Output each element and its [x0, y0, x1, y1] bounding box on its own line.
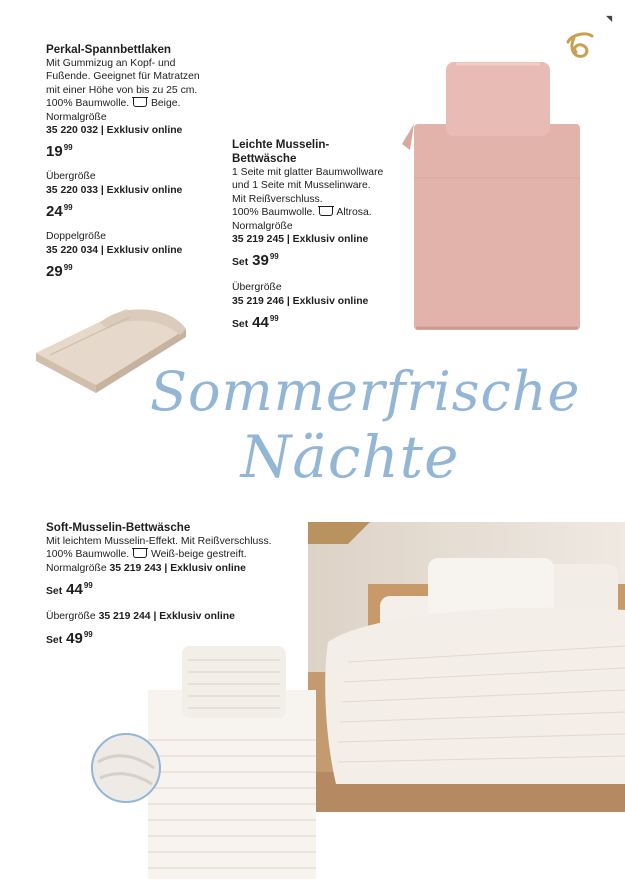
price-cents: 99: [63, 263, 73, 273]
price-cents: 99: [63, 203, 73, 213]
musselin-leicht-desc-3: Mit Reißverschluss.: [232, 193, 323, 205]
price-cents: 99: [269, 252, 279, 262]
musselin-leicht-color: Altrosa.: [336, 207, 372, 219]
variant-price: [46, 139, 246, 161]
soft-musselin-material-line: [46, 548, 316, 561]
set-label: Set: [232, 319, 249, 331]
striped-bedding-image: [134, 640, 334, 884]
variant-sku: 35 219 246 | Exklusiv online: [232, 295, 369, 307]
variant-sku: 35 219 245 | Exklusiv online: [232, 234, 369, 246]
spannbettlaken-color: Beige.: [150, 98, 181, 110]
price-cents: 99: [83, 629, 93, 639]
headline-line-2: Nächte: [240, 423, 460, 491]
washing-icon: [133, 549, 147, 558]
musselin-leicht-title-1: Leichte Musselin-: [232, 138, 330, 151]
spannbettlaken-desc-2: Fußende. Geeignet für Matratzen: [46, 71, 200, 83]
musselin-leicht-title-2: Bettwäsche: [232, 152, 297, 165]
price-main: 19: [46, 143, 63, 161]
price-main: 39: [252, 252, 269, 270]
variant-line: [46, 610, 316, 623]
price-main: 49: [66, 629, 83, 647]
variant-price: [46, 257, 249, 281]
soft-musselin-material: 100% Baumwolle.: [46, 549, 130, 561]
price-main: 29: [46, 263, 63, 281]
variant-sku: 35 220 033 | Exklusiv online: [46, 184, 183, 196]
variant-sku: 35 219 243 | Exklusiv online: [109, 562, 246, 574]
variant-size: Normalgröße: [46, 111, 107, 123]
spannbettlaken-title: Perkal-Spannbettlaken: [46, 43, 171, 56]
spannbettlaken-desc-1: Mit Gummizug an Kopf- und: [46, 58, 176, 69]
soft-musselin-title: Soft-Musselin-Bettwäsche: [46, 521, 191, 534]
musselin-leicht-block: [232, 138, 407, 334]
variant-size: Normalgröße: [46, 562, 107, 574]
price-cents: 99: [83, 581, 93, 591]
spannbettlaken-material-line: [46, 97, 246, 110]
variant-size: Übergröße: [232, 282, 282, 294]
bedroom-photo: [308, 522, 625, 817]
variant-price: [232, 310, 407, 334]
fabric-detail-circle: [90, 732, 162, 809]
price-main: 44: [66, 581, 83, 599]
washing-icon: [319, 207, 333, 216]
set-label: Set: [232, 257, 249, 269]
corner-mark: ◥: [606, 14, 613, 23]
musselin-leicht-desc-2: und 1 Seite mit Musselinware.: [232, 180, 371, 192]
price-main: 24: [46, 203, 63, 221]
musselin-leicht-desc-1: 1 Seite mit glatter Baumwollware: [232, 167, 384, 178]
musselin-leicht-material-line: [232, 206, 407, 219]
spannbettlaken-desc-3: mit einer Höhe von bis zu 25 cm.: [46, 84, 198, 96]
variant-size: Normalgröße: [232, 220, 293, 232]
set-label: Set: [46, 634, 63, 646]
variant-size: Übergröße: [46, 611, 96, 623]
price-main: 44: [252, 314, 269, 332]
variant-price: [46, 199, 246, 221]
price-cents: 99: [269, 314, 279, 324]
musselin-leicht-material: 100% Baumwolle.: [232, 207, 316, 219]
soft-musselin-color: Weiß-beige gestreift.: [150, 549, 247, 561]
variant-line: [46, 562, 316, 575]
variant-sku: 35 220 034 | Exklusiv online: [46, 244, 183, 256]
variant-size: Übergröße: [46, 171, 96, 183]
soft-musselin-desc: Mit leichtem Musselin-Effekt. Mit Reißverschluss.: [46, 536, 272, 547]
washing-icon: [133, 98, 147, 107]
soft-musselin-block: [46, 521, 316, 650]
variant-sku: 35 220 032 | Exklusiv online: [46, 125, 183, 137]
variant-size: Doppelgröße: [46, 231, 107, 243]
spannbettlaken-material: 100% Baumwolle.: [46, 98, 130, 110]
headline-line-1: Sommerfrische: [150, 360, 581, 423]
variant-price: [46, 577, 316, 601]
set-label: Set: [46, 586, 63, 598]
variant-sku: 35 219 244 | Exklusiv online: [98, 611, 235, 623]
variant-price: [232, 248, 407, 272]
pink-bedding-image: [402, 58, 588, 363]
spannbettlaken-block: [46, 43, 249, 281]
price-cents: 99: [63, 143, 73, 153]
